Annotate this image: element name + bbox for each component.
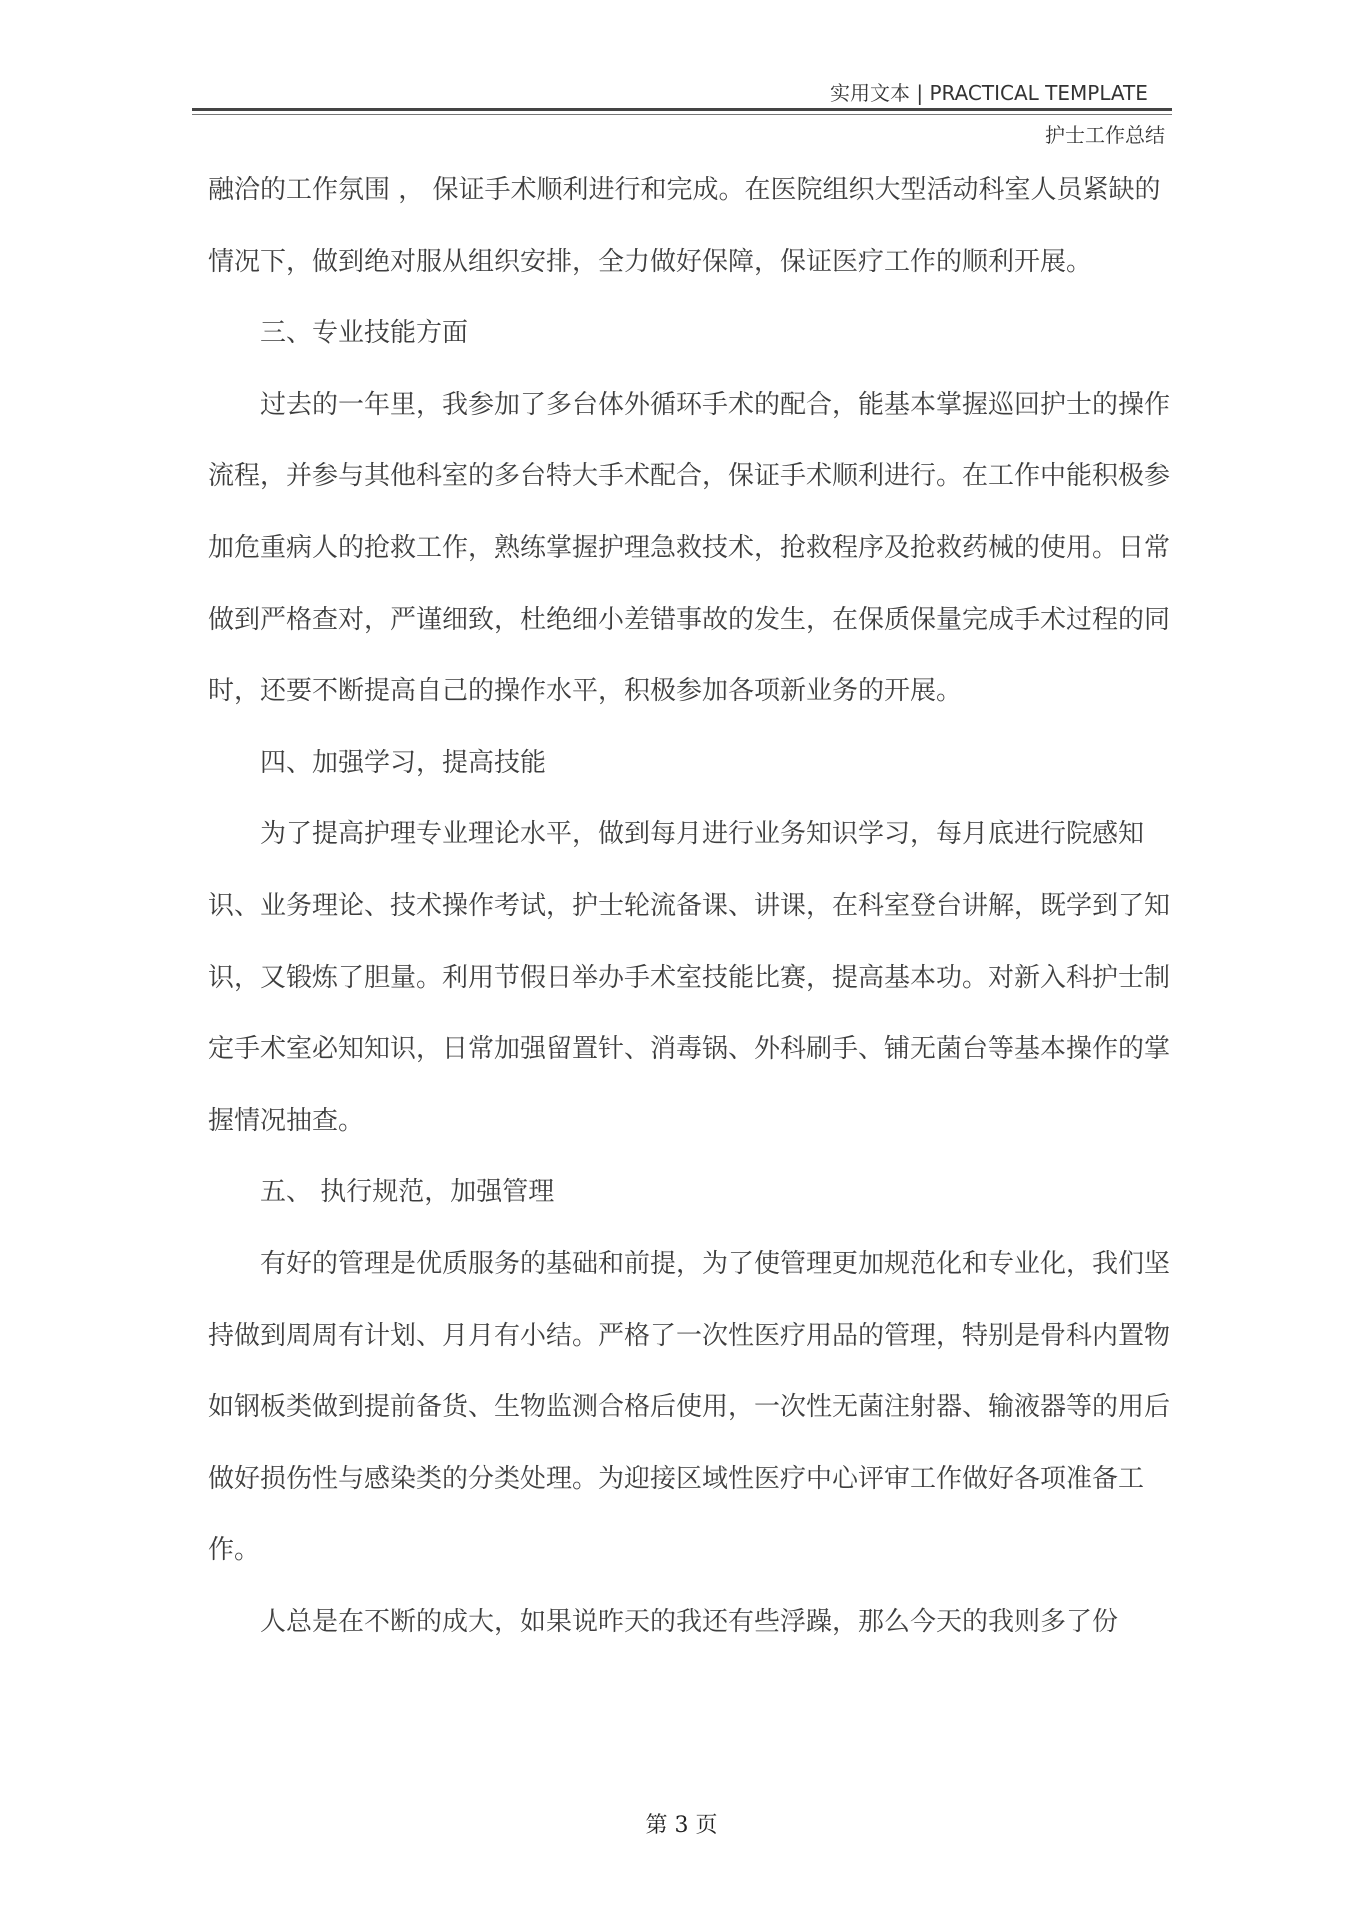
header-rule-thick <box>192 108 1172 111</box>
paragraph-management: 有好的管理是优质服务的基础和前提，为了使管理更加规范化和专业化，我们坚持做到周周有计划、月月有小结。严格了一次性医疗用品的管理，特别是骨科内置物如钢板类做到提前备货、生物监测合格后使用，一次性无菌注射器、输液器等的用后做好损伤性与感染类的分类处理。为迎接区域性医疗中心评审工作做好各项准备工作。 <box>208 1248 1171 1566</box>
header-subtitle: 护士工作总结 <box>1045 123 1165 147</box>
body-text <box>208 155 1178 1658</box>
header-title: 实用文本 | PRACTICAL TEMPLATE <box>830 81 1148 105</box>
paragraph-continuation: 融洽的工作氛围 ， 保证手术顺利进行和完成。在医院组织大型活动科室人员紧缺的情况下，做到绝对服从组织安排，全力做好保障，保证医疗工作的顺利开展。 <box>208 175 1161 277</box>
paragraph-closing: 人总是在不断的成大，如果说昨天的我还有些浮躁，那么今天的我则多了份 <box>260 1606 1119 1637</box>
paragraph-professional-skills: 过去的一年里，我参加了多台体外循环手术的配合，能基本掌握巡回护士的操作流程，并参与其他科室的多台特大手术配合，保证手术顺利进行。在工作中能积极参加危重病人的抢救工作，熟练掌握护理急救技术，抢救程序及抢救药械的使用。日常做到严格查对，严谨细致，杜绝细小差错事故的发生，在保质保量完成手术过程的同时，还要不断提高自己的操作水平，积极参加各项新业务的开展。 <box>208 389 1171 707</box>
section-heading-5: 五、 执行规范，加强管理 <box>260 1177 555 1208</box>
page-number: 第 3 页 <box>645 1813 718 1838</box>
section-heading-3: 三、专业技能方面 <box>260 318 469 349</box>
paragraph-learning: 为了提高护理专业理论水平，做到每月进行业务知识学习，每月底进行院感知识、业务理论、技术操作考试，护士轮流备课、讲课，在科室登台讲解，既学到了知识，又锻炼了胆量。利用节假日举办手术室技能比赛，提高基本功。对新入科护士制定手术室必知知识，日常加强留置针、消毒锅、外科刷手、铺无菌台等基本操作的掌握情况抽查。 <box>208 819 1171 1136</box>
header-rule-thin <box>192 114 1172 115</box>
section-heading-4: 四、加强学习，提高技能 <box>260 747 547 778</box>
